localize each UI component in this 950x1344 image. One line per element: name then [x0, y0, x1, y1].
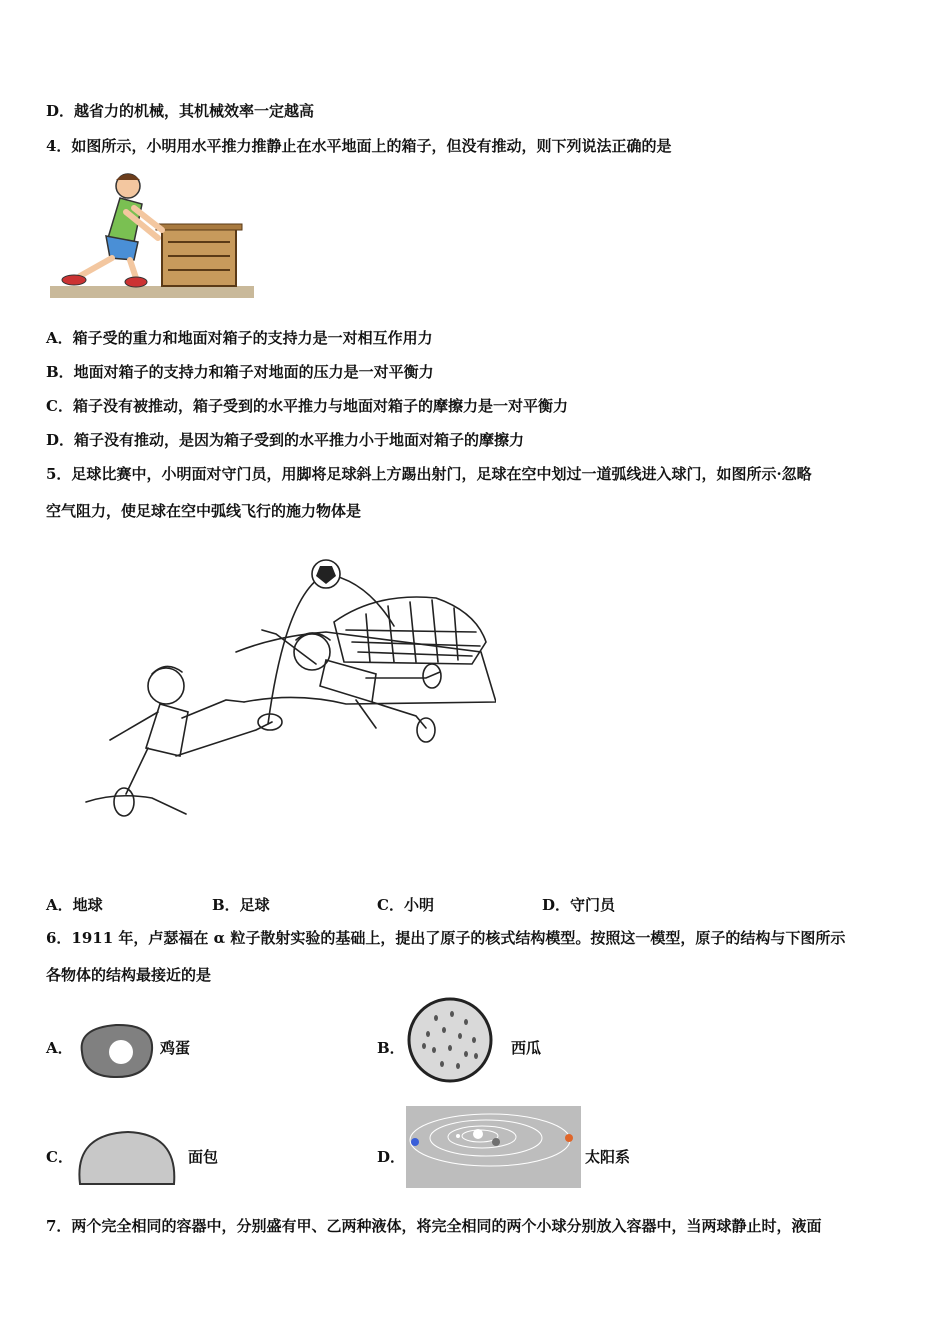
solar-system-icon — [406, 1106, 581, 1188]
q5-option-a: A．地球 — [46, 896, 103, 914]
boy-pushing-box-figure — [50, 168, 254, 302]
q4-option-b: B．地面对箱子的支持力和箱子对地面的压力是一对平衡力 — [46, 363, 434, 381]
q6-option-b-letter: B． — [377, 1039, 405, 1057]
q6-option-d-letter: D． — [377, 1148, 406, 1166]
q4-option-d: D．箱子没有推动，是因为箱子受到的水平推力小于地面对箱子的摩擦力 — [46, 431, 525, 449]
q5-option-b: B．足球 — [212, 896, 270, 914]
q4-stem: 4．如图所示，小明用水平推力推静止在水平地面上的箱子，但没有推动，则下列说法正确的是 — [46, 137, 672, 155]
q6-option-d-name: 太阳系 — [585, 1148, 631, 1166]
egg-icon — [76, 1022, 156, 1080]
q6-option-c-name: 面包 — [188, 1148, 219, 1166]
q6-option-b-name: 西瓜 — [511, 1039, 542, 1057]
soccer-kick-figure — [76, 552, 496, 834]
q4-option-a: A．箱子受的重力和地面对箱子的支持力是一对相互作用力 — [46, 329, 433, 347]
q6-option-c-letter: C． — [46, 1148, 73, 1166]
q5-stem-line1: 5．足球比赛中，小明面对守门员，用脚将足球斜上方踢出射门，足球在空中划过一道弧线进入球门，如图所示·忽略 — [46, 465, 812, 483]
q4-option-c: C．箱子没有被推动，箱子受到的水平推力与地面对箱子的摩擦力是一对平衡力 — [46, 397, 568, 415]
q6-option-a-letter: A． — [46, 1039, 73, 1057]
q5-stem-line2: 空气阻力，使足球在空中弧线飞行的施力物体是 — [46, 502, 362, 520]
q6-stem-line1: 6．1911 年，卢瑟福在 α 粒子散射实验的基础上，提出了原子的核式结构模型。按照这一模型，原子的结构与下图所示 — [46, 929, 846, 947]
bread-icon — [74, 1128, 180, 1188]
q5-option-c: C．小明 — [377, 896, 434, 914]
q6-stem-line2: 各物体的结构最接近的是 — [46, 966, 212, 984]
watermelon-icon — [406, 996, 494, 1084]
q6-option-a-name: 鸡蛋 — [160, 1039, 191, 1057]
q7-stem: 7．两个完全相同的容器中，分别盛有甲、乙两种液体，将完全相同的两个小球分别放入容器中，当两球静止时，液面 — [46, 1217, 822, 1235]
q5-option-d: D．守门员 — [542, 896, 616, 914]
q3-option-d: D．越省力的机械，其机械效率一定越高 — [46, 102, 315, 120]
